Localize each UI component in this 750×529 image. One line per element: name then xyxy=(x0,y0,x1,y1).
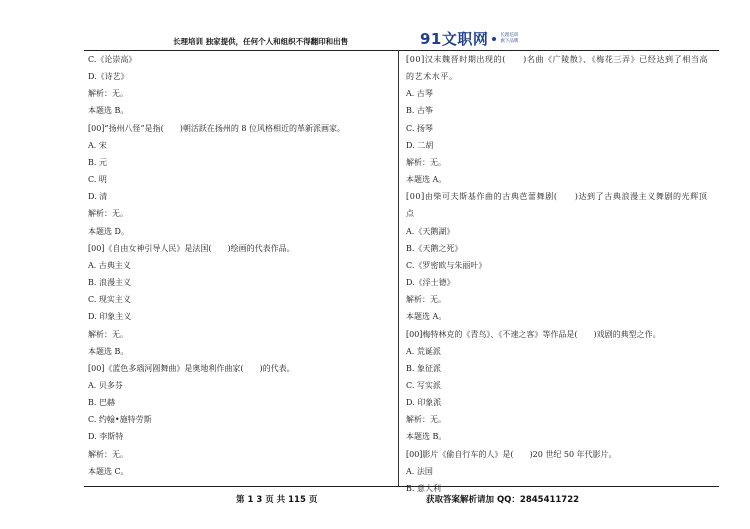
left-line: C. 现实主义 xyxy=(88,295,131,305)
left-line: A. 贝多芬 xyxy=(88,380,123,390)
right-line: A. 古琴 xyxy=(406,89,433,99)
header-note: 长理培训 独家提供，任何个人和组织不得翻印和出售 xyxy=(173,37,349,46)
left-line: 本题选 D。 xyxy=(88,226,129,236)
page-number: 第 1 3 页 共 115 页 xyxy=(236,495,318,505)
logo-subtitle-line-1: 长理培训 xyxy=(500,32,519,38)
left-column xyxy=(88,51,393,480)
left-line: C.《论崇高》 xyxy=(88,55,137,64)
right-line: A. 法国 xyxy=(406,466,433,476)
left-line: D.《诗艺》 xyxy=(88,72,129,82)
left-line: 本题选 B。 xyxy=(88,106,129,116)
left-line: A. 宋 xyxy=(88,140,107,150)
left-line: 解析：无。 xyxy=(88,89,128,99)
right-line: A.《天鹅湖》 xyxy=(406,226,455,236)
footer-contact: 获取答案解析请加 QQ：2845411722 xyxy=(426,495,580,505)
site-logo xyxy=(420,28,518,49)
right-line: [00]梅特林克的《青鸟》、《不速之客》等作品是( )戏剧的典型之作。 xyxy=(406,329,661,339)
right-line: D. 二胡 xyxy=(406,140,434,150)
right-line: 解析：无。 xyxy=(406,415,446,425)
left-line: B. 巴赫 xyxy=(88,398,115,408)
left-line: B. 元 xyxy=(88,157,107,167)
right-line: C. 写实派 xyxy=(406,380,441,390)
right-line: D. 印象派 xyxy=(406,398,442,408)
right-column xyxy=(406,51,712,497)
logo-dot-icon xyxy=(492,37,496,41)
left-line: 解析：无。 xyxy=(88,209,128,219)
left-line: 本题选 B。 xyxy=(88,346,129,356)
right-line: C. 扬琴 xyxy=(406,123,433,133)
left-line: D. 李斯特 xyxy=(88,432,124,442)
left-line: B. 浪漫主义 xyxy=(88,278,131,288)
right-line: [00]由柴可夫斯基作曲的古典芭蕾舞剧( )达到了古典浪漫主义舞剧的光辉顶点 xyxy=(406,192,708,219)
right-line: D.《浮士德》 xyxy=(406,278,455,288)
column-divider xyxy=(398,50,399,486)
left-line: C. 明 xyxy=(88,175,107,185)
logo-subtitle-line-2: 旗下品牌 xyxy=(500,38,519,44)
right-line: B. 象征派 xyxy=(406,363,441,373)
right-line: B. 古筝 xyxy=(406,106,433,116)
left-line: D. 清 xyxy=(88,192,108,202)
right-line: [00]汉末魏晋时期出现的( )名曲《广陵散》、《梅花三弄》已经达到了相当高的艺术水平。 xyxy=(406,55,709,82)
left-line: [00]“扬州八怪”是指( )朝活跃在扬州的 8 位风格相近的革新派画家。 xyxy=(88,123,346,133)
logo-subtitle xyxy=(500,33,518,45)
left-line: 本题选 C。 xyxy=(88,466,129,476)
right-line: A. 荒诞派 xyxy=(406,346,441,356)
right-line: B.《天鹅之死》 xyxy=(406,243,463,253)
left-line: [00]《蓝色多瑙河圆舞曲》是奥地利作曲家( )的代表。 xyxy=(88,363,295,373)
logo-text: 91文职网 xyxy=(420,30,489,48)
left-line: D. 印象主义 xyxy=(88,312,132,322)
left-line: 解析：无。 xyxy=(88,449,128,459)
right-line: 解析：无。 xyxy=(406,295,446,305)
left-line: [00]《自由女神引导人民》是法国( )绘画的代表作品。 xyxy=(88,243,295,253)
right-line: 本题选 A。 xyxy=(406,312,447,322)
left-line: C. 约翰•施特劳斯 xyxy=(88,415,152,425)
right-line: 本题选 A。 xyxy=(406,175,447,185)
right-line: B. 意大利 xyxy=(406,483,441,493)
right-line: C.《罗密欧与朱丽叶》 xyxy=(406,260,487,270)
left-line: 解析：无。 xyxy=(88,329,128,339)
right-line: 解析：无。 xyxy=(406,157,446,167)
right-line: 本题选 B。 xyxy=(406,432,447,442)
left-line: A. 古典主义 xyxy=(88,260,131,270)
right-line: [00]影片《偷自行车的人》是( )20 世纪 50 年代影片。 xyxy=(406,449,617,459)
